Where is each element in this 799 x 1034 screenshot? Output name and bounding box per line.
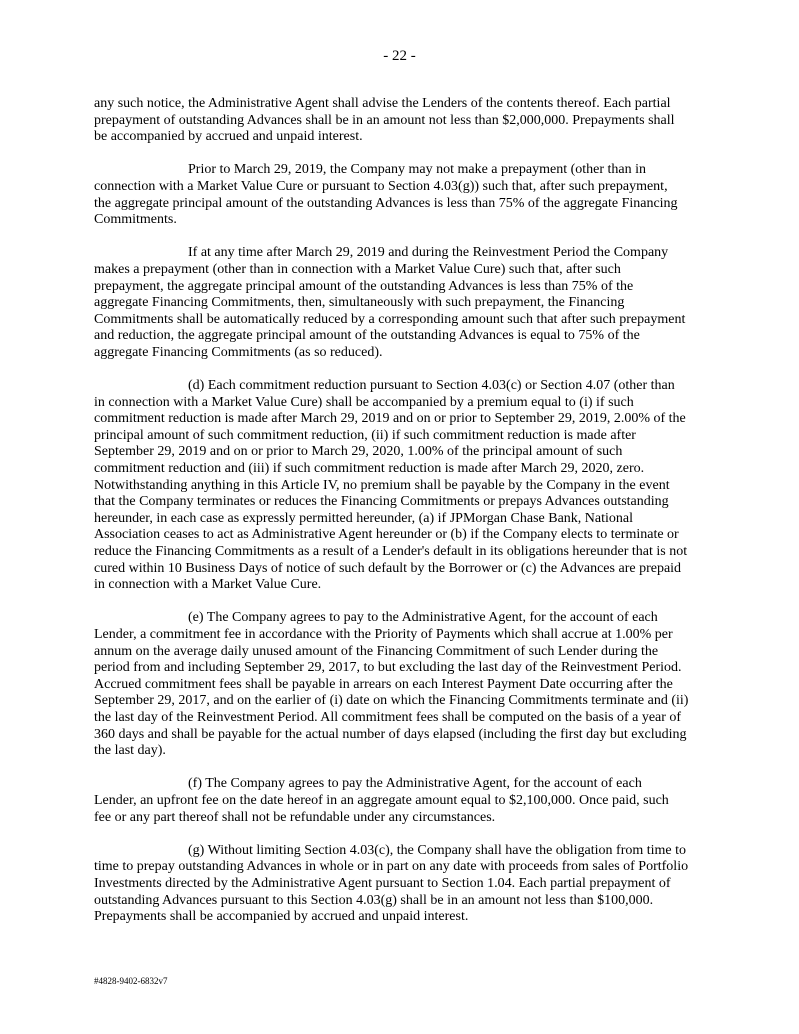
text-line: cured within 10 Business Days of notice of such default by the Borrower or (c) the Advances are prepaid [94,560,682,576]
document-body [94,96,706,942]
text-line: annum on the average daily unused amount of the Financing Commitment of such Lender during the [94,643,659,659]
text-line: 360 days and shall be payable for the actual number of days elapsed (including the first day but excluding [94,726,687,742]
paragraph-section-e [94,610,706,759]
text-line: that the Company terminates or reduces the Financing Commitments or prepays Advances outstanding [94,494,669,510]
paragraph-prior-march-2019 [94,162,706,228]
paragraph-section-f [94,776,706,826]
text-line: aggregate Financing Commitments (as so reduced). [94,344,383,360]
text-line: fee or any part thereof shall not be refundable under any circumstances. [94,809,496,825]
text-line: outstanding Advances pursuant to this Section 4.03(g) shall be in an amount not less than $100,000. [94,892,654,908]
text-line: (f) The Company agrees to pay the Administrative Agent, for the account of each [188,776,642,792]
text-line: the last day of the Reinvestment Period. All commitment fees shall be computed on the basis of a year of [94,709,682,725]
text-line: the aggregate principal amount of the outstanding Advances is less than 75% of the aggregate Financing [94,195,678,211]
text-line: aggregate Financing Commitments, then, simultaneously with such prepayment, the Financing [94,295,625,311]
paragraph-section-d [94,378,706,594]
text-line: in connection with a Market Value Cure. [94,577,322,593]
paragraph-after-march-2019 [94,245,706,361]
paragraph-prepayment-notice [94,96,706,146]
text-line: reduce the Financing Commitments as a result of a Lender's default in its obligations hereunder that is not [94,544,688,560]
text-line: the last day). [94,743,166,759]
text-line: Commitments. [94,212,177,228]
text-line: Notwithstanding anything in this Article IV, no premium shall be payable by the Company in the event [94,477,670,493]
text-line: Accrued commitment fees shall be payable in arrears on each Interest Payment Date occurring after the [94,676,673,692]
paragraph-section-g [94,843,706,926]
text-line: Lender, a commitment fee in accordance with the Priority of Payments which shall accrue at 1.00% per [94,627,673,642]
text-line: If at any time after March 29, 2019 and during the Reinvestment Period the Company [188,245,669,261]
text-line: Lender, an upfront fee on the date hereof in an aggregate amount equal to $2,100,000. Once paid, such [94,792,669,808]
document-id-footer: #4828-9402-6832v7 [94,976,168,986]
text-line: Commitments shall be automatically reduced by a corresponding amount such that after such prepayment [94,311,686,327]
text-line: prepayment of outstanding Advances shall be in an amount not less than $2,000,000. Prepayments shall [94,112,675,128]
text-line: September 29, 2017, and on the earlier of (i) date on which the Financing Commitments terminate and (ii) [94,693,689,709]
text-line: (e) The Company agrees to pay to the Administrative Agent, for the account of each [188,610,658,626]
page-number: - 22 - [383,48,416,64]
text-line: period from and including September 29, 2017, to but excluding the last day of the Reinvestment Period. [94,660,682,676]
text-line: any such notice, the Administrative Agent shall advise the Lenders of the contents thereof. Each partial [94,96,671,111]
text-line: Investments directed by the Administrative Agent pursuant to Section 1.04. Each partial prepayment of [94,875,671,891]
text-line: connection with a Market Value Cure or pursuant to Section 4.03(g)) such that, after such prepayment, [94,178,668,194]
text-line: commitment reduction and (iii) if such commitment reduction is made after March 29, 2020, zero. [94,461,645,477]
text-line: September 29, 2019 and on or prior to March 29, 2020, 1.00% of the principal amount of such [94,444,623,460]
text-line: in connection with a Market Value Cure) shall be accompanied by a premium equal to (i) if such [94,394,634,410]
text-line: prepayment, the aggregate principal amount of the outstanding Advances is less than 75% of the [94,278,634,294]
text-line: time to prepay outstanding Advances in whole or in part on any date with proceeds from sales of Portfolio [94,859,689,875]
text-line: (g) Without limiting Section 4.03(c), the Company shall have the obligation from time to [188,842,687,858]
text-line: commitment reduction is made after March 29, 2019 and on or prior to September 29, 2019, 2.00% of the [94,411,686,427]
text-line: and reduction, the aggregate principal amount of the outstanding Advances is equal to 75% of the [94,328,640,344]
text-line: Prepayments shall be accompanied by accrued and unpaid interest. [94,909,469,925]
text-line: hereunder, in each case as expressly permitted hereunder, (a) if JPMorgan Chase Bank, National [94,510,633,526]
text-line: principal amount of such commitment reduction, (ii) if such commitment reduction is made after [94,427,636,443]
text-line: be accompanied by accrued and unpaid interest. [94,129,363,145]
text-line: Association ceases to act as Administrative Agent hereunder or (b) if the Company elects to terminate or [94,527,679,543]
text-line: (d) Each commitment reduction pursuant to Section 4.03(c) or Section 4.07 (other than [188,378,675,394]
text-line: Prior to March 29, 2019, the Company may not make a prepayment (other than in [188,162,647,178]
text-line: makes a prepayment (other than in connection with a Market Value Cure) such that, after such [94,261,621,277]
